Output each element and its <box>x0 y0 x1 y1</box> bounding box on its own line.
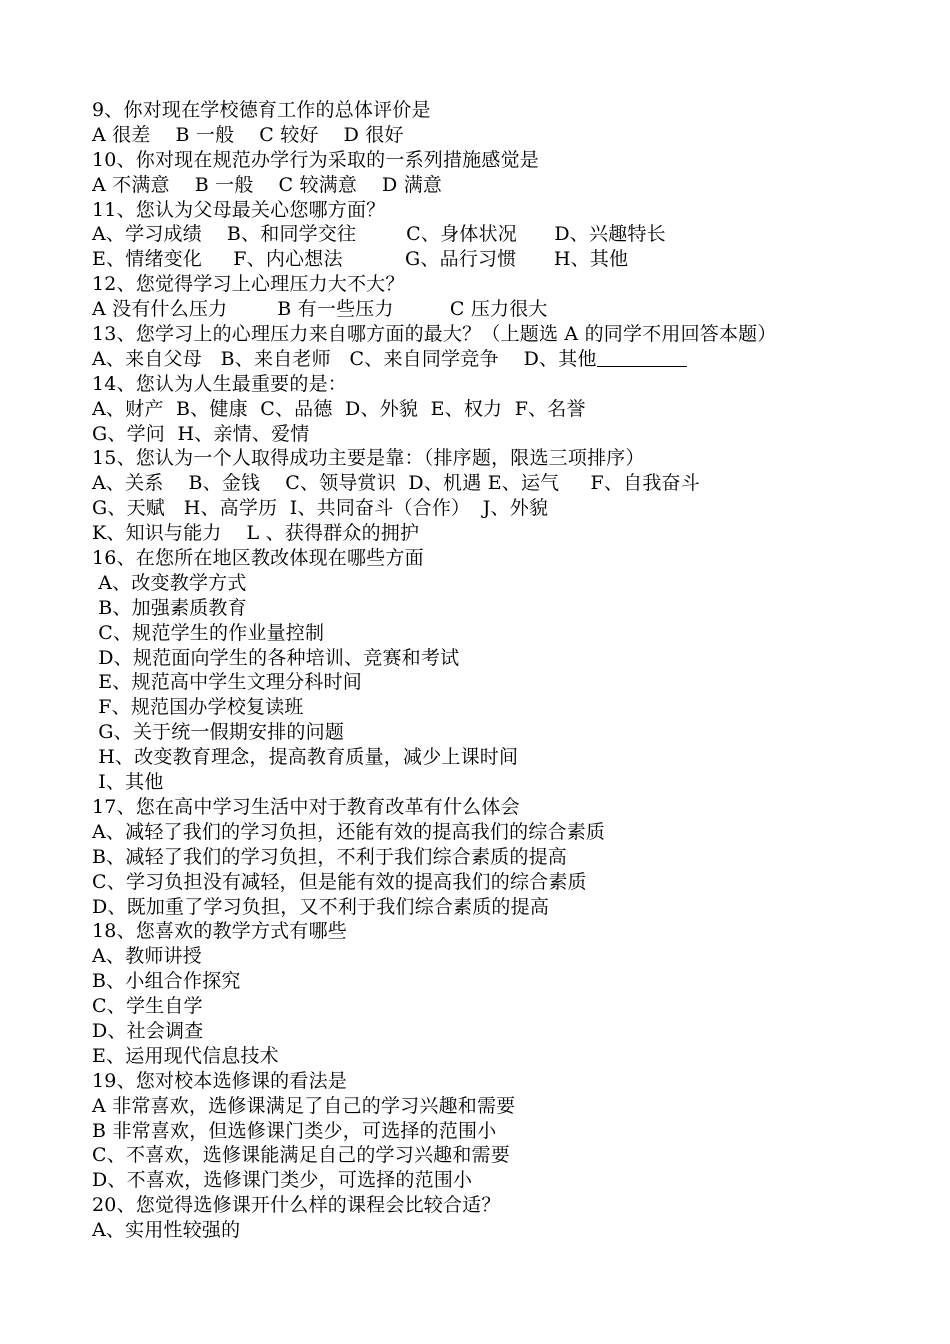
text-line <box>92 173 892 198</box>
text-line <box>92 397 892 422</box>
line-text: D、社会调查 <box>92 1019 204 1042</box>
line-text: A 没有什么压力 B 有一些压力 C 压力很大 <box>92 298 548 321</box>
text-line <box>92 272 892 297</box>
text-line <box>92 496 892 521</box>
line-text: G、关于统一假期安排的问题 <box>92 721 345 744</box>
line-text: 11、您认为父母最关心您哪方面？ <box>92 198 386 221</box>
text-line <box>92 546 892 571</box>
line-text: B、加强素质教育 <box>92 596 247 619</box>
text-line <box>92 1019 892 1044</box>
text-line <box>92 845 892 870</box>
text-line <box>92 1218 892 1243</box>
line-text: A、学习成绩 B、和同学交往 C、身体状况 D、兴趣特长 <box>92 223 666 246</box>
line-text: A 不满意 B 一般 C 较满意 D 满意 <box>92 173 443 196</box>
line-text: 20、您觉得选修课开什么样的课程会比较合适？ <box>92 1194 501 1217</box>
line-text: 14、您认为人生最重要的是： <box>92 372 347 395</box>
text-line <box>92 1193 892 1218</box>
text-line <box>92 670 892 695</box>
text-line <box>92 198 892 223</box>
text-line <box>92 870 892 895</box>
text-line <box>92 98 892 123</box>
line-text: C、学习负担没有减轻，但是能有效的提高我们的综合素质 <box>92 870 587 893</box>
line-text: D、既加重了学习负担，又不利于我们综合素质的提高 <box>92 895 550 918</box>
text-line <box>92 596 892 621</box>
answer-blank <box>597 348 687 367</box>
line-text: 16、在您所在地区教改体现在哪些方面 <box>92 547 424 570</box>
text-line <box>92 720 892 745</box>
line-text: A、教师讲授 <box>92 945 202 968</box>
text-line <box>92 919 892 944</box>
line-text: A、来自父母 B、来自老师 C、来自同学竞争 D、其他 <box>92 347 597 370</box>
line-text: 17、您在高中学习生活中对于教育改革有什么体会 <box>92 795 520 818</box>
text-line <box>92 372 892 397</box>
line-text: A、减轻了我们的学习负担，还能有效的提高我们的综合素质 <box>92 820 606 843</box>
text-line <box>92 1143 892 1168</box>
line-text: H、改变教育理念，提高教育质量，减少上课时间 <box>92 746 519 769</box>
line-text: E、规范高中学生文理分科时间 <box>92 671 362 694</box>
text-line <box>92 1168 892 1193</box>
text-line <box>92 347 892 372</box>
text-line <box>92 820 892 845</box>
text-line <box>92 770 892 795</box>
text-line <box>92 1044 892 1069</box>
line-text: A 非常喜欢，选修课满足了自己的学习兴趣和需要 <box>92 1094 516 1117</box>
text-line <box>92 895 892 920</box>
line-text: D、规范面向学生的各种培训、竞赛和考试 <box>92 646 460 669</box>
document-page <box>92 98 892 1243</box>
line-text: K、知识与能力 L 、获得群众的拥护 <box>92 522 420 545</box>
line-text: E、运用现代信息技术 <box>92 1044 279 1067</box>
line-text: A、关系 B、金钱 C、领导赏识 D、机遇 E、运气 F、自我奋斗 <box>92 472 700 495</box>
text-line <box>92 446 892 471</box>
line-text: G、学问 H、亲情、爱情 <box>92 422 310 445</box>
text-line <box>92 247 892 272</box>
text-line <box>92 148 892 173</box>
line-text: F、规范国办学校复读班 <box>92 696 304 719</box>
line-text: D、不喜欢，选修课门类少，可选择的范围小 <box>92 1169 473 1192</box>
text-line <box>92 621 892 646</box>
line-text: C、规范学生的作业量控制 <box>92 621 325 644</box>
line-text: C、学生自学 <box>92 995 203 1018</box>
text-line <box>92 695 892 720</box>
line-text: 9、你对现在学校德育工作的总体评价是 <box>92 99 431 121</box>
line-text: B 非常喜欢，但选修课门类少，可选择的范围小 <box>92 1119 497 1142</box>
text-line <box>92 422 892 447</box>
text-line <box>92 795 892 820</box>
line-text: A、实用性较强的 <box>92 1219 241 1242</box>
text-line <box>92 123 892 148</box>
line-text: 13、您学习上的心理压力来自哪方面的最大？（上题选 A 的同学不用回答本题） <box>92 323 777 346</box>
text-line <box>92 944 892 969</box>
line-text: 15、您认为一个人取得成功主要是靠：（排序题，限选三项排序） <box>92 447 645 470</box>
line-text: A、财产 B、健康 C、品德 D、外貌 E、权力 F、名誉 <box>92 397 586 420</box>
line-text: I、其他 <box>92 771 164 794</box>
text-line <box>92 994 892 1019</box>
line-text: 10、你对现在规范办学行为采取的一系列措施感觉是 <box>92 148 539 171</box>
text-line <box>92 521 892 546</box>
text-line <box>92 222 892 247</box>
line-text: 19、您对校本选修课的看法是 <box>92 1069 347 1092</box>
line-text: C、不喜欢，选修课能满足自己的学习兴趣和需要 <box>92 1144 510 1167</box>
text-line <box>92 1119 892 1144</box>
text-line <box>92 297 892 322</box>
line-text: E、情绪变化 F、内心想法 G、品行习惯 H、其他 <box>92 248 629 271</box>
text-line <box>92 571 892 596</box>
line-text: G、天赋 H、高学历 I、共同奋斗（合作） J、外貌 <box>92 497 549 520</box>
text-line <box>92 969 892 994</box>
text-line <box>92 1069 892 1094</box>
line-text: A 很差 B 一般 C 较好 D 很好 <box>92 123 404 146</box>
line-text: A、改变教学方式 <box>92 571 247 594</box>
line-text: 12、您觉得学习上心理压力大不大？ <box>92 273 405 296</box>
text-line <box>92 646 892 671</box>
text-line <box>92 471 892 496</box>
line-text: B、小组合作探究 <box>92 970 241 993</box>
text-line <box>92 1094 892 1119</box>
text-line <box>92 322 892 347</box>
line-text: B、减轻了我们的学习负担，不利于我们综合素质的提高 <box>92 845 567 868</box>
text-line <box>92 745 892 770</box>
line-text: 18、您喜欢的教学方式有哪些 <box>92 920 347 943</box>
